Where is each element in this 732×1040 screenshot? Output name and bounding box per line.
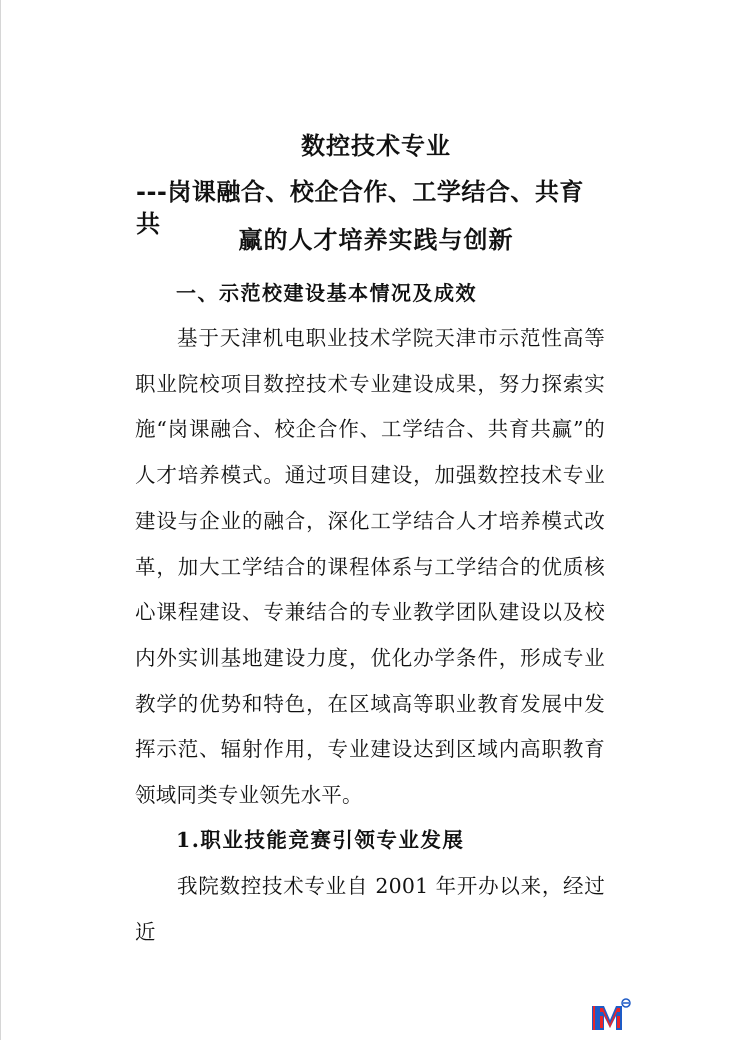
subsection-heading: 1.职业技能竞赛引领专业发展	[176, 828, 465, 852]
document-subtitle-line2: 赢的人才培养实践与创新	[238, 226, 514, 254]
me-logo-icon	[591, 998, 631, 1032]
section-heading: 一、示范校建设基本情况及成效	[176, 281, 477, 305]
body-paragraph-continued: 我院数控技术专业自 2001 年开办以来，经过近	[135, 874, 605, 944]
body-paragraph: 基于天津机电职业技术学院天津市示范性高等职业院校项目数控技术专业建设成果，努力探索实施“岗课融合、校企合作、工学结合、共育共赢”的人才培养模式。通过项目建设，加强数控技术专业建设与企业的融合，深化工学结合人才培养模式改革，加大工学结合的课程体系与工学结合的优质核心课程建设、专兼结合的专业教学团队建设以及校内外实训基地建设力度，优化办学条件，形成专业教学的优势和特色，在区域高等职业教育发展中发挥示范、辐射作用，专业建设达到区域内高职教育领域同类专业领先水平。	[135, 326, 605, 808]
document-subtitle-line1: ---岗课融合、校企合作、工学结合、共育共	[136, 178, 584, 238]
document-title: 数控技术专业	[301, 132, 451, 160]
